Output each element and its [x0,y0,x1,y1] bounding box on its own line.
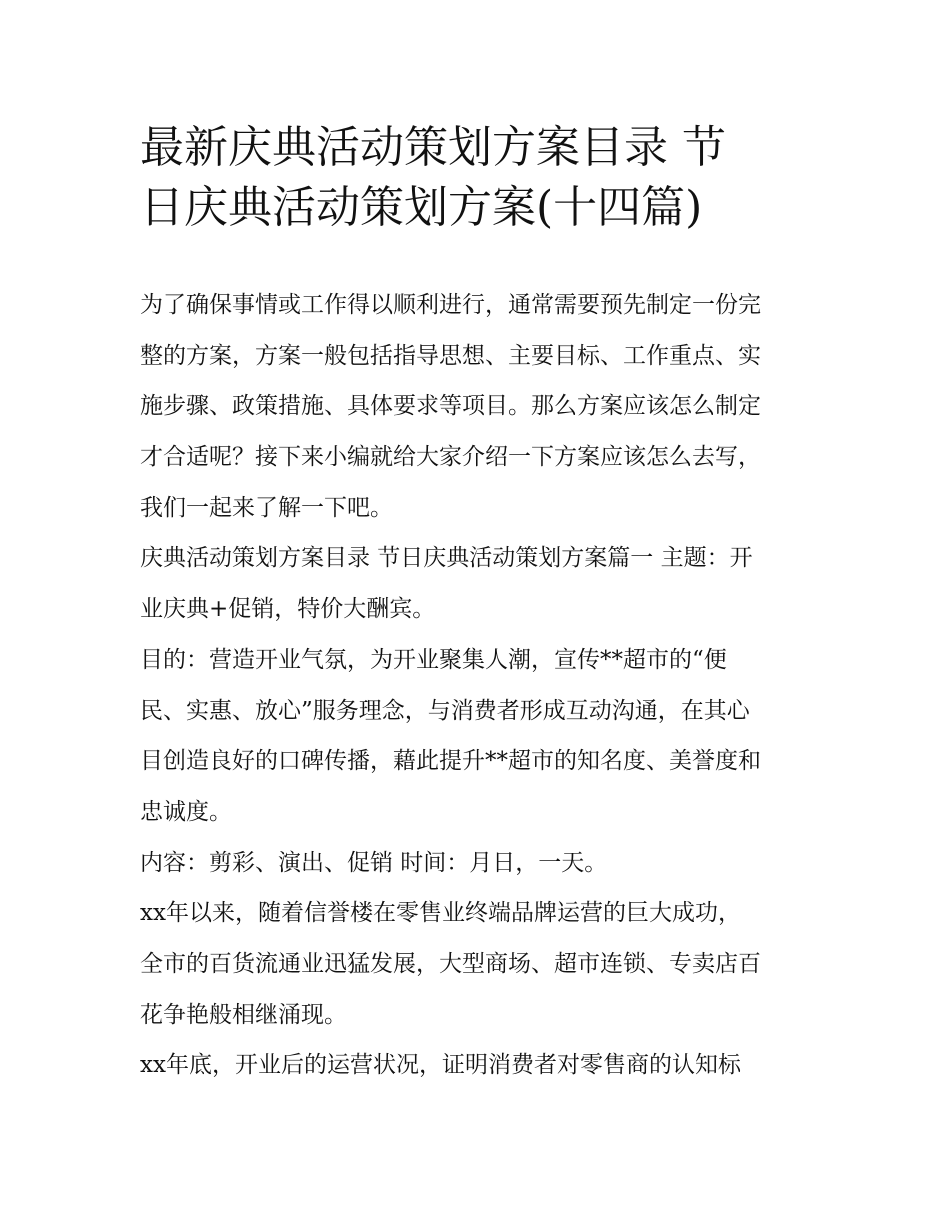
body-line: 庆典活动策划方案目录 节日庆典活动策划方案篇一 主题：开 [140,545,753,572]
body-line: 施步骤、政策措施、具体要求等项目。那么方案应该怎么制定 [140,393,761,420]
body-line: 内容：剪彩、演出、促销 时间：月日，一天。 [140,849,608,876]
document-body [140,280,830,1091]
body-line: 目创造良好的口碑传播，藉此提升**超市的知名度、美誉度和 [140,748,761,775]
body-line: 民、实惠、放心”服务理念，与消费者形成互动沟通，在其心 [140,697,750,724]
title-line: 日庆典活动策划方案(十四篇) [140,182,703,233]
body-line: xx年底，开业后的运营状况，证明消费者对零售商的认知标 [140,1052,741,1079]
body-line: 整的方案，方案一般包括指导思想、主要目标、工作重点、实 [140,342,761,369]
body-line: xx年以来，随着信誉楼在零售业终端品牌运营的巨大成功， [140,900,741,927]
body-line: 花争艳般相继涌现。 [140,1001,347,1028]
body-line: 业庆典+促销，特价大酬宾。 [140,596,436,623]
body-line: 忠诚度。 [140,798,232,825]
document-title [140,118,820,238]
title-line: 最新庆典活动策划方案目录 节 [140,122,726,173]
body-line: 为了确保事情或工作得以顺利进行，通常需要预先制定一份完 [140,292,761,318]
body-line: 才合适呢？接下来小编就给大家介绍一下方案应该怎么去写， [140,444,761,471]
body-line: 全市的百货流通业迅猛发展，大型商场、超市连锁、专卖店百 [140,950,761,977]
body-line: 我们一起来了解一下吧。 [140,494,393,521]
body-line: 目的：营造开业气氛，为开业聚集人潮，宣传**超市的“便 [140,646,727,673]
